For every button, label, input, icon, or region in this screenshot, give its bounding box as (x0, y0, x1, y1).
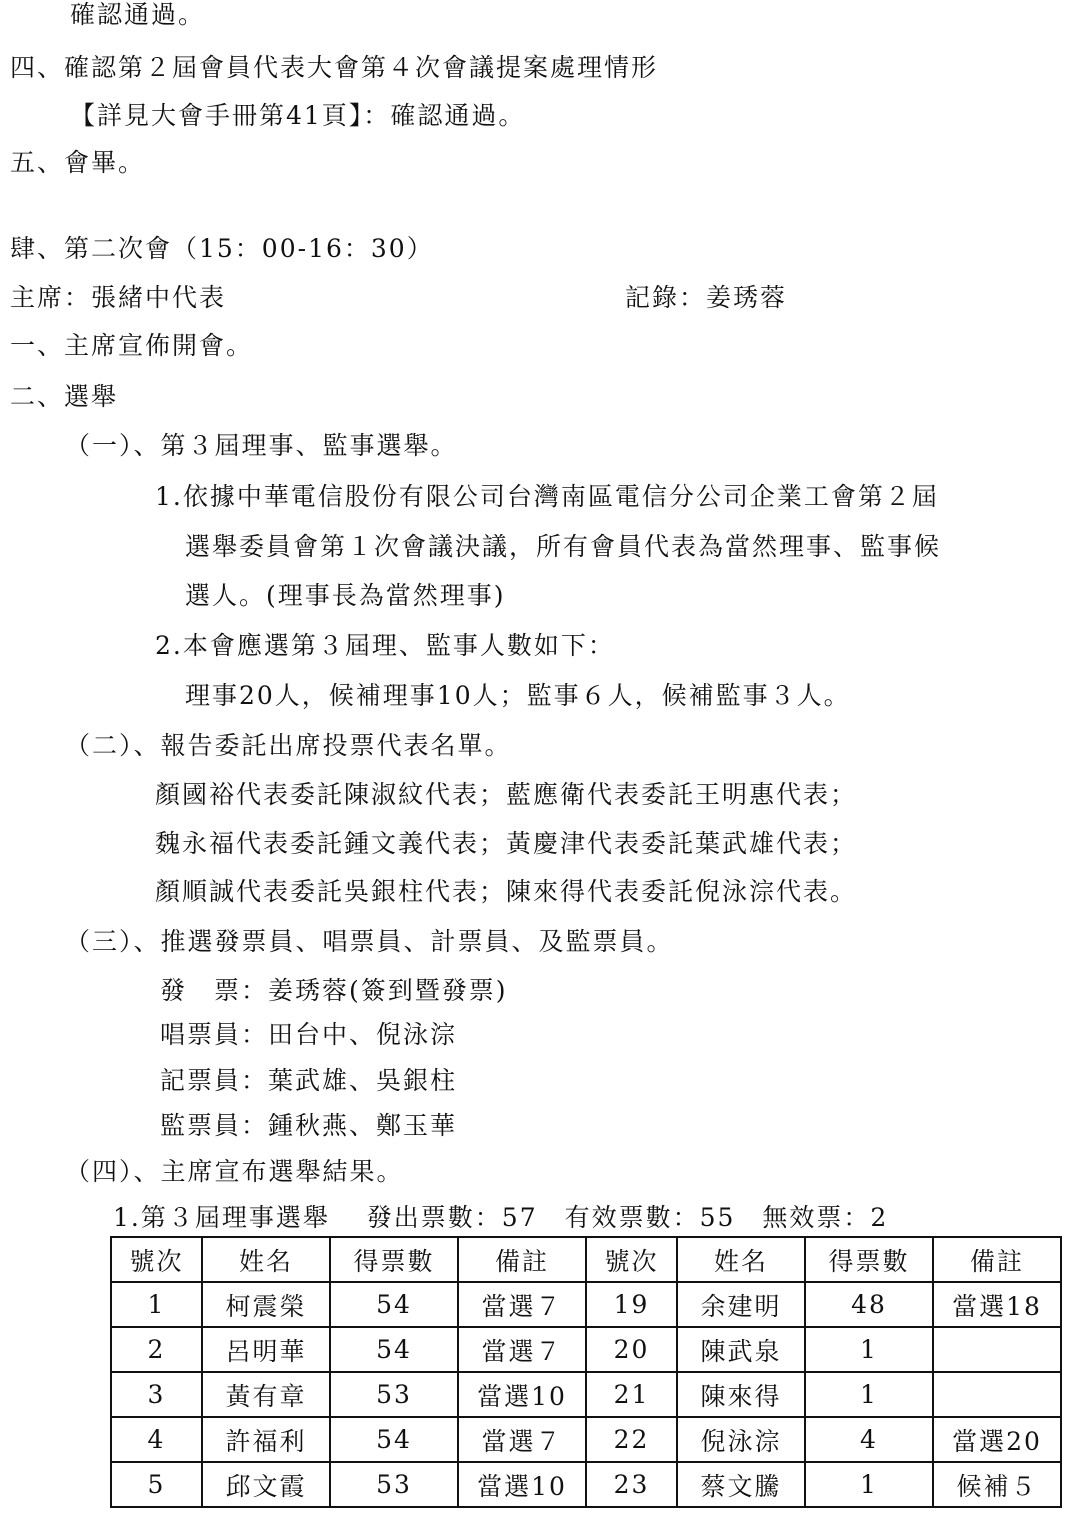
cell-number: 21 (586, 1372, 677, 1417)
text-line: 顏國裕代表委託陳淑紋代表；藍應衛代表委託王明惠代表； (155, 780, 858, 809)
cell-name: 呂明華 (202, 1327, 330, 1372)
section-heading: 肆、第二次會（15：00-16：30） (10, 234, 434, 263)
header-remark: 備註 (933, 1237, 1061, 1282)
cell-name: 陳武泉 (677, 1327, 805, 1372)
cell-remark: 當選７ (458, 1417, 586, 1462)
vote-results-table (110, 1236, 1062, 1508)
cell-votes: 1 (805, 1372, 933, 1417)
cell-name: 蔡文騰 (677, 1462, 805, 1507)
text-line: 唱票員：田台中、倪泳淙 (160, 1020, 458, 1049)
table-row (111, 1327, 1061, 1372)
cell-votes: 54 (330, 1417, 458, 1462)
cell-name: 柯震榮 (202, 1282, 330, 1327)
cell-votes: 48 (805, 1282, 933, 1327)
cell-votes: 54 (330, 1282, 458, 1327)
table-row (111, 1417, 1061, 1462)
section-heading: 一、主席宣佈開會。 (10, 331, 254, 360)
subsection-heading: （一）、第３屆理事、監事選舉。 (65, 431, 458, 460)
cell-number: 2 (111, 1327, 202, 1372)
cell-votes: 1 (805, 1327, 933, 1372)
table-row (111, 1372, 1061, 1417)
cell-number: 19 (586, 1282, 677, 1327)
cell-number: 23 (586, 1462, 677, 1507)
cell-number: 20 (586, 1327, 677, 1372)
header-name: 姓名 (677, 1237, 805, 1282)
table-header-row (111, 1237, 1061, 1282)
cell-votes: 1 (805, 1462, 933, 1507)
header-remark: 備註 (458, 1237, 586, 1282)
text-line: 顏順誠代表委託吳銀柱代表；陳來得代表委託倪泳淙代表。 (155, 877, 858, 906)
header-number: 號次 (586, 1237, 677, 1282)
election-summary: 1.第３屆理事選舉 發出票數：57 有效票數：55 無效票：2 (113, 1203, 889, 1232)
table-row (111, 1282, 1061, 1327)
cell-number: 1 (111, 1282, 202, 1327)
header-votes: 得票數 (805, 1237, 933, 1282)
text-line: 監票員：鍾秋燕、鄭玉華 (160, 1111, 458, 1140)
text-line: 選舉委員會第１次會議決議，所有會員代表為當然理事、監事候 (185, 532, 942, 561)
cell-votes: 53 (330, 1372, 458, 1417)
cell-votes: 54 (330, 1327, 458, 1372)
cell-votes: 53 (330, 1462, 458, 1507)
cell-number: 4 (111, 1417, 202, 1462)
cell-remark (933, 1327, 1061, 1372)
cell-name: 邱文霞 (202, 1462, 330, 1507)
cell-name: 許福利 (202, 1417, 330, 1462)
header-number: 號次 (111, 1237, 202, 1282)
cell-name: 陳來得 (677, 1372, 805, 1417)
chair-line: 主席：張緒中代表 (10, 283, 227, 312)
subsection-heading: （四）、主席宣布選舉結果。 (65, 1157, 404, 1186)
subsection-heading: （三）、推選發票員、唱票員、計票員、及監票員。 (65, 927, 674, 956)
cell-remark: 當選20 (933, 1417, 1061, 1462)
text-line: 1.依據中華電信股份有限公司台灣南區電信分公司企業工會第２屆 (155, 482, 939, 511)
cell-votes: 4 (805, 1417, 933, 1462)
cell-remark (933, 1372, 1061, 1417)
cell-number: 3 (111, 1372, 202, 1417)
cell-number: 22 (586, 1417, 677, 1462)
cell-remark: 當選10 (458, 1372, 586, 1417)
cell-name: 倪泳淙 (677, 1417, 805, 1462)
cell-name: 余建明 (677, 1282, 805, 1327)
text-line: 記票員：葉武雄、吳銀柱 (160, 1066, 458, 1095)
section-heading: 四、確認第２屆會員代表大會第４次會議提案處理情形 (10, 53, 659, 82)
cell-remark: 候補５ (933, 1462, 1061, 1507)
cell-remark: 當選７ (458, 1282, 586, 1327)
cell-remark: 當選18 (933, 1282, 1061, 1327)
text-line: 理事20人，候補理事10人；監事６人，候補監事３人。 (185, 681, 851, 710)
cell-name: 黃有章 (202, 1372, 330, 1417)
section-heading: 二、選舉 (10, 382, 119, 411)
subsection-heading: （二）、報告委託出席投票代表名單。 (65, 731, 512, 760)
cell-number: 5 (111, 1462, 202, 1507)
text-line: 【詳見大會手冊第41頁】：確認通過。 (70, 101, 526, 130)
header-votes: 得票數 (330, 1237, 458, 1282)
recorder-line: 記錄：姜琇蓉 (625, 283, 788, 312)
section-heading: 五、會畢。 (10, 148, 146, 177)
table-row (111, 1462, 1061, 1507)
text-line: 發 票：姜琇蓉(簽到暨發票) (160, 976, 508, 1005)
cell-remark: 當選７ (458, 1327, 586, 1372)
cell-remark: 當選10 (458, 1462, 586, 1507)
text-line: 確認通過。 (70, 0, 206, 29)
text-line: 2.本會應選第３屆理、監事人數如下： (155, 631, 615, 660)
text-line: 選人。(理事長為當然理事) (185, 581, 506, 610)
text-line: 魏永福代表委託鍾文義代表；黃慶津代表委託葉武雄代表； (155, 829, 858, 858)
header-name: 姓名 (202, 1237, 330, 1282)
